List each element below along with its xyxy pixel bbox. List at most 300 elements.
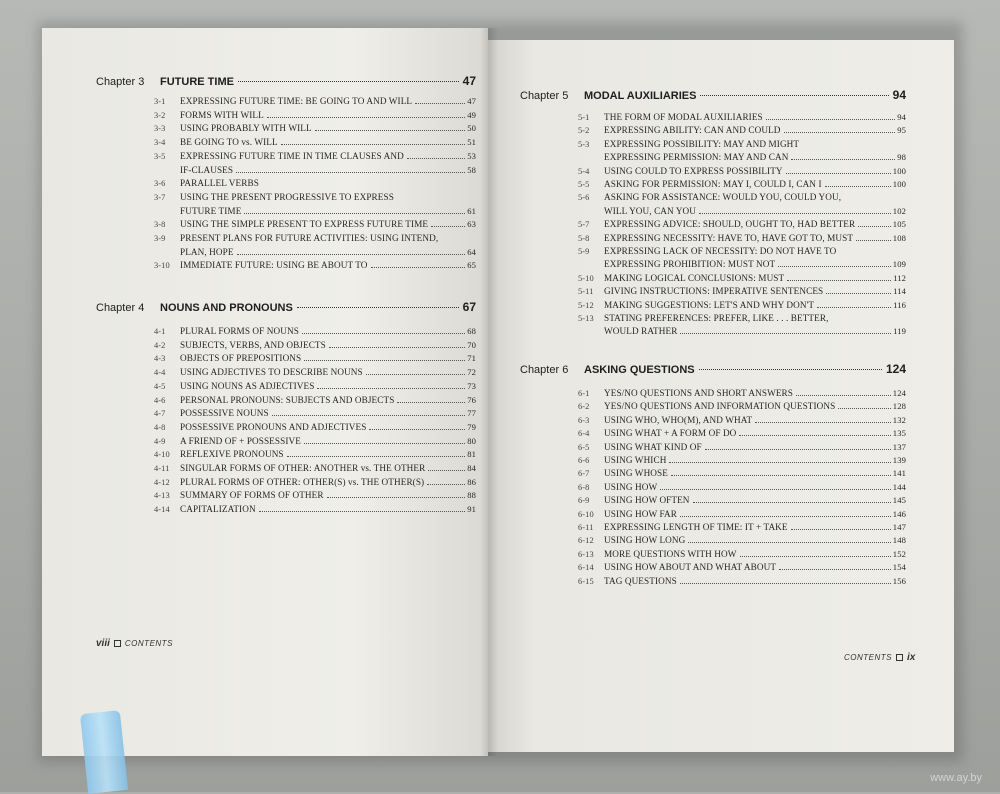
toc-entry: [154, 123, 476, 134]
section-page: 137: [892, 441, 906, 452]
leader-dots: [304, 360, 465, 361]
toc-entry: [578, 273, 906, 284]
toc-entry: [154, 110, 476, 121]
section-page: 73: [467, 380, 476, 391]
section-title: PLURAL FORMS OF NOUNS: [180, 326, 299, 336]
toc-entry: [154, 353, 476, 364]
section-number: 6-14: [578, 563, 594, 573]
chapter-page: 94: [892, 88, 906, 102]
section-number: 4-12: [154, 477, 170, 487]
section-page: 141: [892, 468, 906, 479]
watermark: www.ay.by: [930, 772, 982, 784]
section-page: 154: [892, 562, 906, 573]
leader-dots: [304, 443, 465, 444]
toc-entry: [154, 381, 476, 392]
section-page: 80: [467, 435, 476, 446]
section-page: 132: [892, 414, 906, 425]
leader-dots: [740, 556, 891, 557]
section-number: 5-5: [578, 180, 590, 189]
section-page: 58: [467, 164, 476, 175]
section-title: PLAN, HOPE: [180, 246, 234, 257]
chapter-page: 47: [462, 74, 476, 88]
section-number: 6-5: [578, 442, 590, 452]
section-title: EXPRESSING FUTURE TIME: BE GOING TO AND WILL: [180, 96, 413, 106]
leader-dots: [281, 144, 466, 145]
section-title: USING PROBABLY WITH WILL: [180, 123, 312, 134]
section-number: 5-7: [578, 220, 590, 230]
section-number: 5-11: [578, 287, 594, 297]
section-page: 70: [467, 339, 476, 350]
leader-dots: [660, 489, 891, 490]
toc-entry: [154, 165, 476, 176]
section-number: 4-4: [154, 368, 166, 378]
toc-entry: [578, 428, 906, 439]
toc-entry: [154, 260, 476, 271]
leader-dots: [669, 462, 890, 463]
section-title: WOULD RATHER: [604, 326, 678, 337]
toc-entry: [578, 286, 906, 297]
section-number: 6-3: [578, 415, 590, 425]
leader-dots: [236, 172, 465, 173]
section-number: 6-11: [578, 523, 594, 532]
section-title: A FRIEND OF + POSSESSIVE: [180, 435, 301, 446]
section-page: 146: [892, 508, 906, 519]
section-page: 63: [467, 219, 476, 230]
section-title: FORMS WITH WILL: [180, 109, 264, 120]
section-title: STATING PREFERENCES: PREFER, LIKE . . . BETTER,: [604, 313, 829, 323]
section-title: USING NOUNS AS ADJECTIVES: [180, 380, 315, 391]
section-title: USING WHAT + A FORM OF DO: [604, 428, 737, 439]
leader-dots: [315, 130, 465, 131]
section-number: 6-15: [578, 576, 594, 586]
toc-entry: [154, 247, 476, 258]
right-footer: [844, 652, 915, 663]
chapter-number: Chapter 3: [96, 76, 145, 88]
section-title: FUTURE TIME: [180, 205, 242, 216]
section-number: 5-9: [578, 247, 590, 256]
toc-entry: [578, 388, 906, 399]
section-title: USING ADJECTIVES TO DESCRIBE NOUNS: [180, 367, 363, 378]
section-number: 3-7: [154, 192, 166, 202]
leader-dots: [700, 95, 888, 96]
section-number: 6-8: [578, 482, 590, 492]
toc-entry: [154, 340, 476, 351]
section-title: USING COULD TO EXPRESS POSSIBILITY: [604, 165, 783, 176]
toc-entry: [578, 442, 906, 453]
section-page: 108: [892, 232, 906, 243]
leader-dots: [428, 470, 465, 471]
section-number: 4-14: [154, 505, 170, 515]
section-page: 77: [467, 408, 476, 419]
section-page: 53: [467, 150, 476, 161]
chapter-title: ASKING QUESTIONS: [584, 364, 695, 376]
chapter-number: Chapter 6: [520, 364, 569, 376]
section-page: 135: [892, 428, 906, 439]
section-number: 5-1: [578, 113, 590, 122]
leader-dots: [817, 307, 891, 308]
leader-dots: [680, 583, 891, 584]
toc-entry: [578, 206, 906, 217]
leader-dots: [329, 347, 465, 348]
section-page: 100: [892, 179, 906, 189]
leader-dots: [671, 475, 891, 476]
section-number: 6-6: [578, 456, 590, 465]
leader-dots: [796, 395, 891, 396]
toc-entry: [154, 449, 476, 460]
section-title: USING THE SIMPLE PRESENT TO EXPRESS FUTURE TIME: [180, 219, 429, 230]
toc-entry: [578, 415, 906, 426]
section-page: 88: [467, 490, 476, 501]
leader-dots: [739, 435, 890, 436]
section-title: POSSESSIVE NOUNS: [180, 408, 269, 419]
section-number: 4-3: [154, 354, 166, 364]
toc-entry: [578, 139, 906, 150]
section-page: 128: [892, 401, 906, 412]
section-number: 4-2: [154, 340, 166, 350]
toc-entry: [578, 482, 906, 493]
section-page: 116: [893, 299, 906, 310]
toc-entry: [154, 137, 476, 148]
chapter-page: 67: [462, 300, 476, 314]
leader-dots: [787, 280, 891, 281]
chapter-heading: [96, 300, 476, 314]
leader-dots: [244, 213, 465, 214]
section-page: 114: [893, 286, 906, 297]
leader-dots: [415, 103, 465, 104]
leader-dots: [791, 159, 895, 160]
toc-entry: [154, 477, 476, 488]
section-number: 4-10: [154, 450, 170, 460]
bookmark-tab: [80, 710, 128, 794]
toc-entry: [578, 300, 906, 311]
leader-dots: [779, 569, 891, 570]
leader-dots: [427, 484, 465, 485]
section-page: 102: [892, 205, 906, 216]
section-title: USING WHOSE: [604, 468, 668, 479]
section-title: USING HOW OFTEN: [604, 495, 690, 506]
section-number: 3-6: [154, 179, 166, 189]
book-gutter: [480, 28, 498, 756]
section-page: 84: [467, 463, 476, 473]
section-page: 156: [892, 575, 906, 586]
leader-dots: [397, 402, 465, 403]
section-title: ASKING FOR PERMISSION: MAY I, COULD I, CAN I: [604, 179, 822, 189]
leader-dots: [369, 429, 465, 430]
toc-entry: [578, 455, 906, 466]
toc-entry: [578, 166, 906, 177]
section-title: USING WHICH: [604, 455, 667, 465]
section-page: 119: [893, 326, 906, 337]
toc-entry: [154, 151, 476, 162]
right-footer-label: CONTENTS: [844, 653, 892, 662]
section-number: 3-10: [154, 261, 170, 271]
square-icon: [114, 640, 121, 647]
section-title: IMMEDIATE FUTURE: USING BE ABOUT TO: [180, 260, 368, 271]
chapter-heading: [520, 362, 906, 376]
leader-dots: [688, 542, 890, 543]
section-number: 5-12: [578, 300, 594, 310]
section-number: 4-7: [154, 409, 166, 419]
chapter-number: Chapter 5: [520, 90, 569, 102]
left-page-number: viii: [96, 638, 110, 649]
toc-entry: [578, 562, 906, 573]
section-title: CAPITALIZATION: [180, 504, 256, 515]
section-page: 79: [467, 421, 476, 432]
leader-dots: [431, 226, 465, 227]
chapter-heading: [96, 74, 476, 88]
section-title: MAKING SUGGESTIONS: LET'S AND WHY DON'T: [604, 299, 815, 310]
toc-entry: [578, 259, 906, 270]
toc-entry: [578, 192, 906, 203]
section-title: USING THE PRESENT PROGRESSIVE TO EXPRESS: [180, 191, 394, 202]
section-number: 4-5: [154, 381, 166, 391]
section-title: YES/NO QUESTIONS AND SHORT ANSWERS: [604, 388, 794, 398]
section-title: GIVING INSTRUCTIONS: IMPERATIVE SENTENCES: [604, 286, 824, 297]
toc-entry: [578, 522, 906, 533]
section-title: USING HOW: [604, 481, 658, 492]
toc-entry: [578, 112, 906, 123]
leader-dots: [238, 81, 459, 82]
section-title: EXPRESSING LACK OF NECESSITY: DO NOT HAVE TO: [604, 246, 837, 256]
toc-entry: [578, 246, 906, 257]
section-title: PARALLEL VERBS: [180, 178, 259, 189]
section-title: EXPRESSING LENGTH OF TIME: IT + TAKE: [604, 522, 788, 532]
section-title: PLURAL FORMS OF OTHER: OTHER(S) vs. THE OTHER(S): [180, 476, 425, 487]
section-number: 6-9: [578, 496, 590, 506]
leader-dots: [699, 213, 891, 214]
section-number: 5-8: [578, 233, 590, 243]
section-number: 6-10: [578, 509, 594, 519]
section-title: EXPRESSING FUTURE TIME IN TIME CLAUSES AND: [180, 150, 404, 161]
section-page: 105: [892, 219, 906, 230]
section-title: IF-CLAUSES: [180, 164, 234, 175]
section-title: EXPRESSING PERMISSION: MAY AND CAN: [604, 152, 789, 163]
toc-entry: [154, 219, 476, 230]
section-title: EXPRESSING NECESSITY: HAVE TO, HAVE GOT TO, MUST: [604, 232, 854, 243]
section-number: 6-2: [578, 402, 590, 412]
section-number: 4-8: [154, 422, 166, 432]
section-title: REFLEXIVE PRONOUNS: [180, 449, 284, 460]
section-number: 3-4: [154, 138, 166, 148]
section-title: YES/NO QUESTIONS AND INFORMATION QUESTIONS: [604, 401, 836, 412]
section-title: ASKING FOR ASSISTANCE: WOULD YOU, COULD YOU,: [604, 192, 842, 203]
section-title: USING HOW FAR: [604, 508, 677, 519]
section-number: 5-13: [578, 314, 594, 323]
section-page: 68: [467, 326, 476, 336]
toc-entry: [154, 96, 476, 107]
leader-dots: [287, 456, 466, 457]
section-number: 6-13: [578, 549, 594, 559]
leader-dots: [302, 333, 465, 334]
section-page: 148: [892, 535, 906, 546]
toc-entry: [578, 152, 906, 163]
toc-entry: [154, 206, 476, 217]
section-title: TAG QUESTIONS: [604, 575, 677, 586]
leader-dots: [327, 497, 466, 498]
chapter-title: NOUNS AND PRONOUNS: [160, 302, 293, 314]
chapter-title: MODAL AUXILIARIES: [584, 90, 697, 102]
section-page: 98: [897, 152, 906, 163]
section-title: EXPRESSING POSSIBILITY: MAY AND MIGHT: [604, 138, 800, 149]
chapter-title: FUTURE TIME: [160, 76, 234, 88]
leader-dots: [267, 117, 465, 118]
leader-dots: [856, 240, 891, 241]
chapter-number: Chapter 4: [96, 302, 145, 314]
toc-entry: [578, 495, 906, 506]
toc-entry: [154, 178, 476, 189]
leader-dots: [755, 422, 891, 423]
left-footer: [96, 638, 173, 649]
square-icon: [896, 654, 903, 661]
section-title: POSSESSIVE PRONOUNS AND ADJECTIVES: [180, 421, 367, 432]
section-page: 64: [467, 246, 476, 257]
section-number: 3-2: [154, 110, 166, 120]
leader-dots: [371, 267, 466, 268]
toc-entry: [578, 549, 906, 560]
section-title: THE FORM OF MODAL AUXILIARIES: [604, 112, 763, 122]
section-title: OBJECTS OF PREPOSITIONS: [180, 353, 302, 364]
toc-entry: [154, 326, 476, 337]
leader-dots: [407, 158, 465, 159]
section-page: 76: [467, 394, 476, 405]
toc-entry: [154, 490, 476, 501]
section-number: 5-6: [578, 193, 590, 203]
section-title: USING WHAT KIND OF: [604, 441, 702, 452]
section-title: SUBJECTS, VERBS, AND OBJECTS: [180, 339, 326, 350]
toc-entry: [578, 535, 906, 546]
toc-entry: [154, 463, 476, 474]
section-title: WILL YOU, CAN YOU: [604, 205, 697, 216]
section-page: 50: [467, 123, 476, 134]
leader-dots: [825, 186, 891, 187]
left-footer-label: CONTENTS: [124, 639, 173, 648]
toc-entry: [154, 436, 476, 447]
toc-entry: [154, 192, 476, 203]
section-page: 95: [897, 125, 906, 136]
chapter-heading: [520, 88, 906, 102]
section-title: EXPRESSING ADVICE: SHOULD, OUGHT TO, HAD BETTER: [604, 219, 856, 230]
leader-dots: [791, 529, 891, 530]
leader-dots: [838, 408, 890, 409]
toc-entry: [154, 408, 476, 419]
leader-dots: [297, 307, 459, 308]
leader-dots: [680, 516, 891, 517]
section-page: 139: [892, 455, 906, 465]
section-page: 145: [892, 495, 906, 506]
leader-dots: [786, 173, 891, 174]
toc-entry: [578, 401, 906, 412]
toc-entry: [154, 233, 476, 244]
section-page: 124: [892, 388, 906, 398]
section-title: SINGULAR FORMS OF OTHER: ANOTHER vs. THE OTHER: [180, 463, 426, 473]
toc-entry: [154, 422, 476, 433]
leader-dots: [680, 333, 891, 334]
toc-entry: [578, 576, 906, 587]
toc-entry: [154, 395, 476, 406]
section-number: 6-4: [578, 429, 590, 439]
toc-entry: [578, 125, 906, 136]
section-page: 152: [892, 548, 906, 559]
leader-dots: [237, 254, 466, 255]
section-number: 5-10: [578, 273, 594, 283]
right-page-number: ix: [907, 652, 916, 663]
section-title: MORE QUESTIONS WITH HOW: [604, 548, 737, 559]
toc-entry: [578, 509, 906, 520]
toc-entry: [154, 367, 476, 378]
section-number: 5-3: [578, 139, 590, 149]
leader-dots: [693, 502, 891, 503]
section-number: 5-4: [578, 166, 590, 176]
section-page: 86: [467, 476, 476, 487]
toc-entry: [578, 219, 906, 230]
section-title: USING HOW LONG: [604, 535, 686, 546]
section-page: 100: [892, 165, 906, 176]
section-page: 51: [467, 137, 476, 148]
section-number: 3-1: [154, 97, 166, 106]
section-page: 147: [892, 522, 906, 532]
section-number: 3-3: [154, 124, 166, 134]
section-title: EXPRESSING PROHIBITION: MUST NOT: [604, 259, 776, 270]
leader-dots: [766, 119, 895, 120]
leader-dots: [784, 132, 896, 133]
section-number: 3-9: [154, 234, 166, 243]
section-title: PERSONAL PRONOUNS: SUBJECTS AND OBJECTS: [180, 394, 395, 405]
toc-entry: [578, 468, 906, 479]
section-page: 91: [467, 504, 476, 515]
section-page: 49: [467, 109, 476, 120]
leader-dots: [858, 226, 891, 227]
section-number: 4-9: [154, 436, 166, 446]
section-page: 72: [467, 367, 476, 378]
toc-entry: [154, 504, 476, 515]
section-page: 71: [467, 353, 476, 364]
toc-entry: [578, 179, 906, 190]
section-number: 4-13: [154, 491, 170, 501]
section-number: 4-1: [154, 327, 166, 336]
toc-entry: [578, 313, 906, 324]
section-page: 61: [467, 205, 476, 216]
leader-dots: [699, 369, 882, 370]
section-page: 81: [467, 449, 476, 460]
toc-entry: [578, 233, 906, 244]
leader-dots: [778, 266, 891, 267]
section-title: USING HOW ABOUT AND WHAT ABOUT: [604, 562, 777, 573]
section-page: 144: [892, 481, 906, 492]
section-page: 94: [897, 112, 906, 122]
section-title: BE GOING TO vs. WILL: [180, 137, 278, 148]
leader-dots: [366, 374, 465, 375]
section-page: 47: [467, 96, 476, 106]
section-number: 6-7: [578, 469, 590, 479]
section-number: 3-8: [154, 220, 166, 230]
leader-dots: [705, 449, 891, 450]
section-number: 6-1: [578, 389, 590, 398]
leader-dots: [826, 293, 891, 294]
section-title: USING WHO, WHO(M), AND WHAT: [604, 414, 753, 425]
section-number: 4-11: [154, 464, 170, 473]
section-title: PRESENT PLANS FOR FUTURE ACTIVITIES: USING INTEND,: [180, 233, 439, 243]
toc-entry: [578, 326, 906, 337]
section-number: 5-2: [578, 126, 590, 136]
section-number: 6-12: [578, 536, 594, 546]
chapter-page: 124: [885, 362, 906, 376]
section-page: 112: [893, 272, 906, 283]
section-title: SUMMARY OF FORMS OF OTHER: [180, 490, 324, 501]
section-page: 65: [467, 260, 476, 271]
section-page: 109: [892, 259, 906, 270]
leader-dots: [259, 511, 466, 512]
section-title: EXPRESSING ABILITY: CAN AND COULD: [604, 125, 781, 136]
